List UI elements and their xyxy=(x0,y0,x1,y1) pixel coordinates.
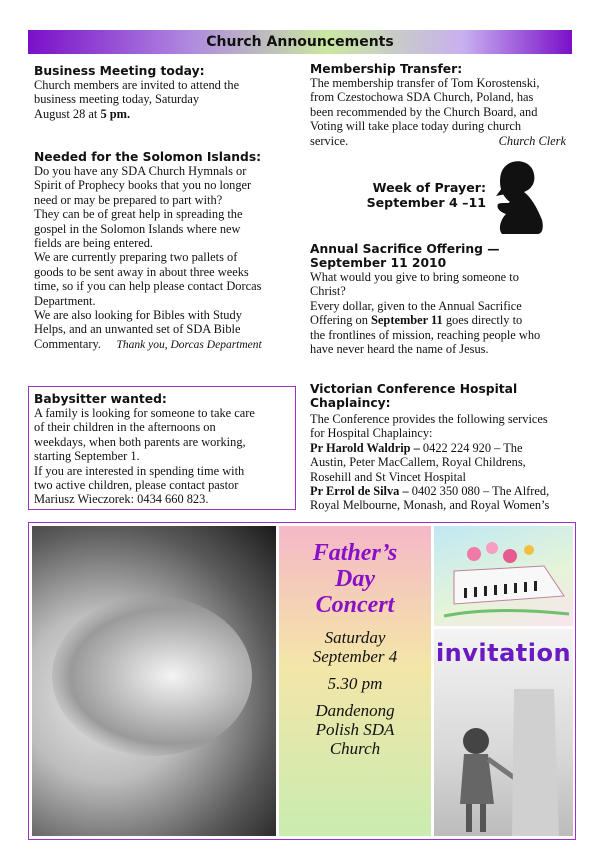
sacrifice-line-6: have never heard the name of Jesus. xyxy=(310,342,489,357)
chaplain-2 xyxy=(310,484,574,498)
praying-child-icon xyxy=(488,158,546,236)
solomon-line: Department. xyxy=(34,293,96,308)
sacrifice-line-1: What would you give to bring someone to xyxy=(310,270,519,284)
week-of-prayer xyxy=(350,180,486,210)
sacrifice-line-4 xyxy=(310,313,572,327)
piano-icon xyxy=(434,526,573,626)
hospital-heading-2: Chaplaincy: xyxy=(310,396,391,410)
child-silhouette-icon xyxy=(434,629,573,836)
hospital-heading-1: Victorian Conference Hospital xyxy=(310,382,518,396)
babysitter-line: starting September 1. xyxy=(34,449,140,464)
solomon-last-line xyxy=(34,337,296,352)
babysitter-line: If you are interested in spending time with xyxy=(34,463,245,478)
business-line-3 xyxy=(34,107,294,121)
business-time: 5 pm. xyxy=(100,106,131,121)
father-child-photo xyxy=(32,526,276,836)
solomon-line: They can be of great help in spreading the xyxy=(34,207,243,222)
solomon-line: time, so if you can help please contact Dorcas xyxy=(34,279,262,294)
chaplain-1-line-2: Austin, Peter MacCallem, Royal Childrens, xyxy=(310,455,526,470)
sacrifice-goes: goes directly to xyxy=(442,313,523,328)
babysitter-line: of their children in the afternoons on xyxy=(34,420,216,435)
business-meeting-section xyxy=(34,64,294,121)
invitation-label: invitation xyxy=(435,639,572,667)
solomon-heading: Needed for the Solomon Islands: xyxy=(34,150,262,164)
concert-place-2: Polish SDA xyxy=(315,720,395,739)
sacrifice-line-2: Christ? xyxy=(310,284,346,299)
membership-section xyxy=(310,62,572,148)
concert-time: 5.30 pm xyxy=(327,674,383,693)
sacrifice-section xyxy=(310,242,572,356)
solomon-commentary: Commentary. xyxy=(34,336,101,351)
solomon-line: We are currently preparing two pallets of xyxy=(34,250,238,265)
membership-service: service. xyxy=(310,133,349,148)
concert-title-2: Day xyxy=(335,566,375,592)
solomon-line: Spirit of Prophecy books that you no longer xyxy=(34,178,252,193)
concert-place-1: Dandenong xyxy=(315,701,395,720)
chaplain-1-name: Pr Harold Waldrip – xyxy=(310,440,420,455)
business-line-1: Church members are invited to attend the xyxy=(34,78,240,92)
chaplain-1-line-3: Rosehill and St Vincet Hospital xyxy=(310,469,466,484)
solomon-line: Helps, and an unwanted set of SDA Bible xyxy=(34,322,241,337)
chaplain-2-name: Pr Errol de Silva – xyxy=(310,484,409,499)
sacrifice-heading-1: Annual Sacrifice Offering — xyxy=(310,242,500,256)
business-heading: Business Meeting today: xyxy=(34,64,205,78)
solomon-line: gospel in the Solomon Islands where new xyxy=(34,221,241,236)
announcements-banner xyxy=(28,30,572,54)
solomon-line: need or may be prepared to part with? xyxy=(34,192,223,207)
babysitter-line: two active children, please contact pastor xyxy=(34,478,239,493)
sacrifice-line-5: the frontlines of mission, reaching people who xyxy=(310,327,541,342)
business-date: August 28 at xyxy=(34,106,101,121)
chaplain-1-phone: 0422 224 920 – The xyxy=(419,440,523,455)
child-holding-hand-photo xyxy=(434,629,573,836)
hospital-line-1: The Conference provides the following services xyxy=(310,412,548,426)
hospital-section xyxy=(310,382,574,513)
sacrifice-offering: Offering on xyxy=(310,313,372,328)
concert-place-3: Church xyxy=(329,739,381,758)
babysitter-heading: Babysitter wanted: xyxy=(34,392,167,406)
solomon-line: We are also looking for Bibles with Study xyxy=(34,308,242,323)
membership-line: from Czestochowa SDA Church, Poland, has xyxy=(310,90,534,105)
concert-title-1: Father’s xyxy=(312,540,398,566)
prayer-line-1: Week of Prayer: xyxy=(372,180,486,195)
banner-title: Church Announcements xyxy=(206,34,394,50)
piano-illustration xyxy=(434,526,573,626)
sacrifice-heading-2: September 11 2010 xyxy=(310,256,447,270)
concert-date: September 4 xyxy=(312,647,398,666)
membership-heading: Membership Transfer: xyxy=(310,62,463,76)
concert-details-panel xyxy=(279,526,431,836)
babysitter-line: weekdays, when both parents are working, xyxy=(34,434,246,449)
prayer-line-2: September 4 –11 xyxy=(366,195,486,210)
babysitter-line: A family is looking for someone to take care xyxy=(34,406,255,420)
concert-title-3: Concert xyxy=(315,592,395,618)
solomon-line: fields are being entered. xyxy=(34,236,154,251)
fathers-day-poster xyxy=(28,522,576,840)
membership-line: Voting will take place today during church xyxy=(310,119,522,134)
hospital-line-2: for Hospital Chaplaincy: xyxy=(310,426,433,441)
clerk-signature: Church Clerk xyxy=(498,133,566,148)
membership-line: been recommended by the Church Board, and xyxy=(310,104,538,119)
business-line-2: business meeting today, Saturday xyxy=(34,92,200,107)
membership-last-line xyxy=(310,134,572,148)
babysitter-box xyxy=(28,386,296,510)
concert-day: Saturday xyxy=(324,628,386,647)
chaplain-2-line-2: Royal Melbourne, Monash, and Royal Women’s xyxy=(310,498,550,513)
sacrifice-date: September 11 xyxy=(371,313,443,328)
solomon-line: Do you have any SDA Church Hymnals or xyxy=(34,164,247,178)
solomon-line: goods to be sent away in about three weeks xyxy=(34,264,249,279)
chaplain-1 xyxy=(310,441,574,455)
babysitter-line: Mariusz Wieczorek: 0434 660 823. xyxy=(34,492,209,507)
photo-faces xyxy=(52,596,252,756)
membership-line: The membership transfer of Tom Korostenski, xyxy=(310,76,540,90)
sacrifice-line-3: Every dollar, given to the Annual Sacrifice xyxy=(310,298,522,313)
dorcas-signature: Thank you, Dorcas Department xyxy=(116,338,262,351)
chaplain-2-phone: 0402 350 080 – The Alfred, xyxy=(408,484,550,499)
solomon-islands-section xyxy=(34,150,296,352)
